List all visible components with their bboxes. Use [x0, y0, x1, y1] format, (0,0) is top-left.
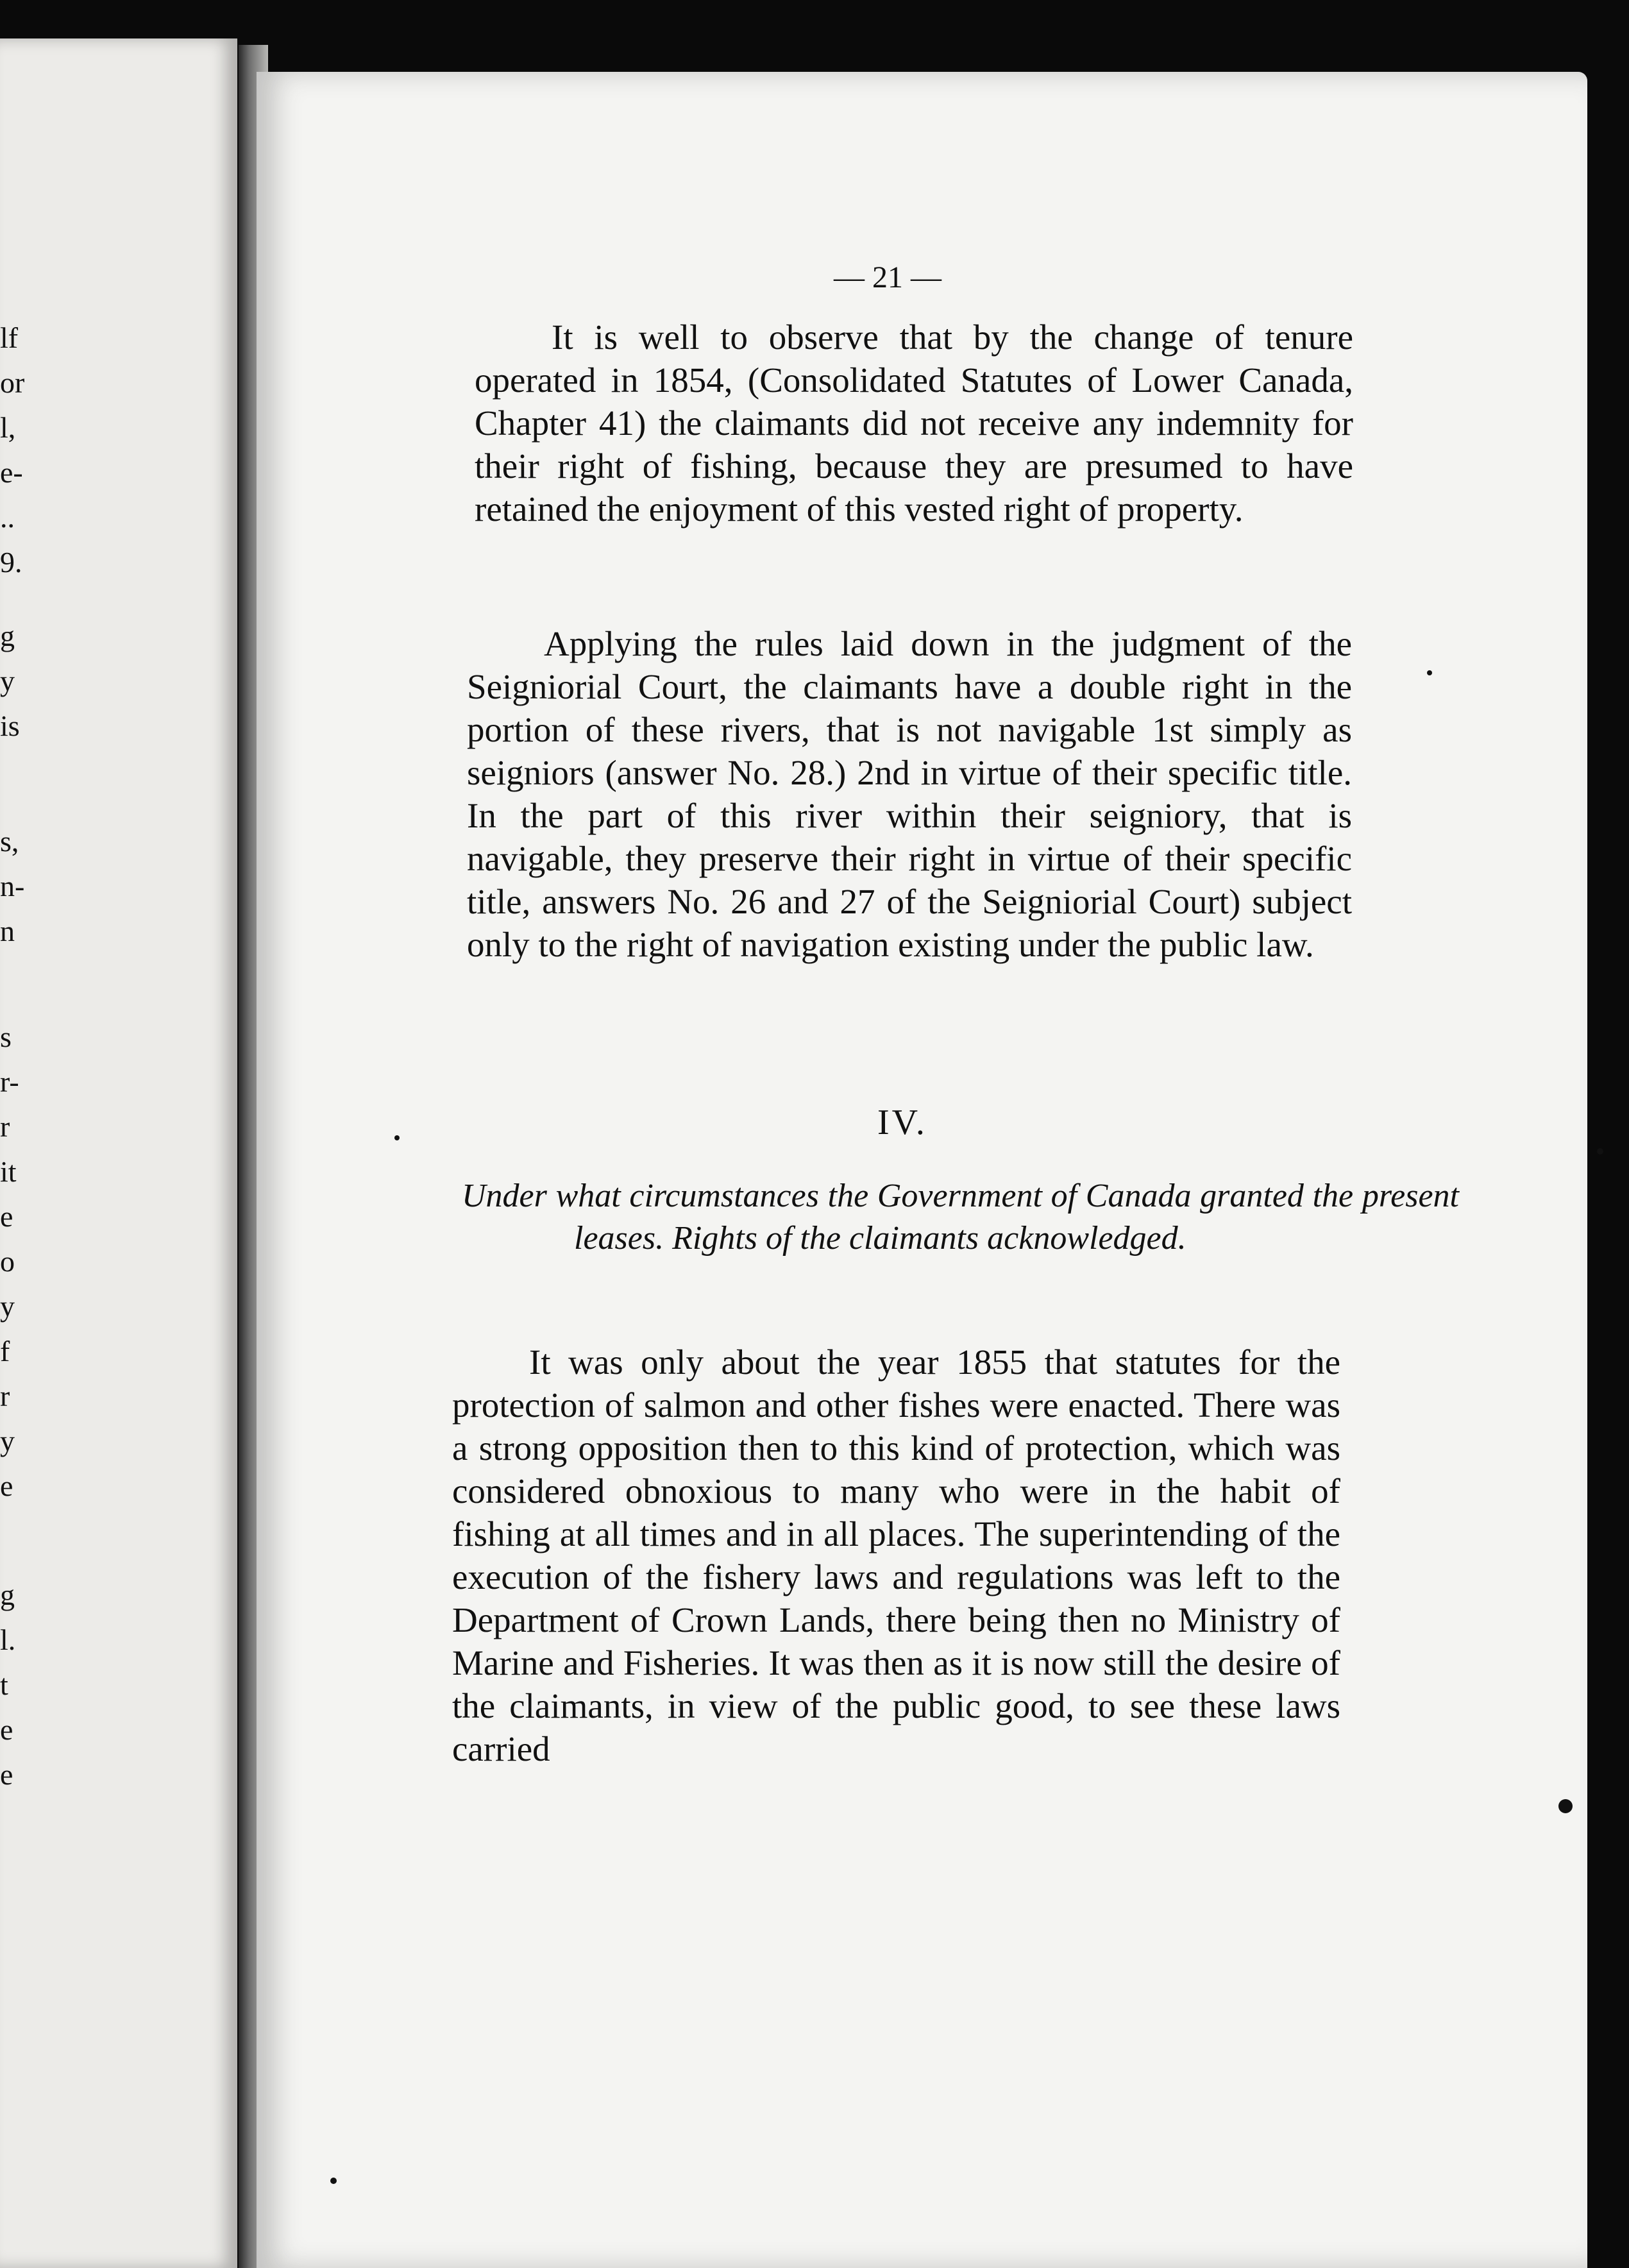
left-facing-page [0, 38, 237, 2268]
left-fragment: 9. [0, 546, 22, 579]
left-fragment: r- [0, 1065, 19, 1098]
left-fragment: or [0, 366, 25, 399]
paragraph: Applying the rules laid down in the judgment of the Seigniorial Court, the claimants have a double right in the portion of these rivers, that is not navigable 1st simply as seigniors (answer No. 28.) 2nd in virtue of their specific title. In the part of this river within their seigniory, that is navigable, they preserve their right in virtue of their specific title, answers No. 26 and 27 of the Seigniorial Court) subject only to the right of navigation existing under the public law. [467, 624, 1352, 964]
left-fragment: l, [0, 411, 16, 444]
scan-speck [1597, 1148, 1603, 1155]
section-numeral: IV. [877, 1103, 927, 1142]
left-fragment: e- [0, 456, 23, 489]
left-fragment: s, [0, 825, 19, 858]
section-heading: Under what circumstances the Government of Canada granted the present leases. Rights of the claimants acknowledged. [462, 1178, 1459, 1257]
left-fragment: .. [0, 501, 15, 534]
left-fragment: l. [0, 1623, 16, 1656]
left-fragment: e [0, 1713, 13, 1746]
paragraph: It is well to observe that by the change of tenure operated in 1854, (Consolidated Statutes of Lower Canada, Chapter 41) the claimants did not receive any indemnity for their right of fishing, because they are presumed to have retained the enjoyment of this vested right of property. [475, 317, 1353, 529]
left-fragment: g [0, 620, 15, 652]
left-fragment: e [0, 1758, 13, 1791]
paragraph: It was only about the year 1855 that statutes for the protection of salmon and other fishes were enacted. There was a strong opposition then to this kind of protection, which was considered obnoxious to many who were in the habit of fishing at all times and in all places. The superintending of the execution of the fishery laws and regulations was left to the Department of Crown Lands, there being then no Ministry of Marine and Fisheries. It was then as it is now still the desire of the claimants, in view of the public good, to see these laws carried [452, 1342, 1340, 1768]
left-fragment: f [0, 1335, 10, 1367]
left-fragment: r [0, 1380, 10, 1412]
left-fragment: y [0, 1290, 15, 1323]
scan-speck [1558, 1799, 1573, 1813]
scan-speck [1427, 670, 1432, 675]
left-fragment: lf [0, 321, 19, 354]
left-fragment: g [0, 1578, 15, 1611]
left-fragment: e [0, 1469, 13, 1502]
left-page-text-fragments [0, 38, 237, 2268]
left-fragment: n [0, 915, 15, 947]
left-fragment: s [0, 1020, 12, 1053]
page-number: — 21 — [834, 260, 941, 294]
left-fragment: y [0, 664, 15, 697]
left-fragment: r [0, 1110, 10, 1143]
left-fragment: o [0, 1245, 15, 1278]
scan-speck [330, 2178, 337, 2184]
left-fragment: n- [0, 870, 25, 902]
left-fragment: is [0, 709, 20, 742]
left-fragment: t [0, 1668, 8, 1701]
left-fragment: y [0, 1425, 15, 1457]
left-fragment: it [0, 1155, 17, 1188]
scan-speck [394, 1135, 400, 1140]
left-fragment: e [0, 1200, 13, 1233]
